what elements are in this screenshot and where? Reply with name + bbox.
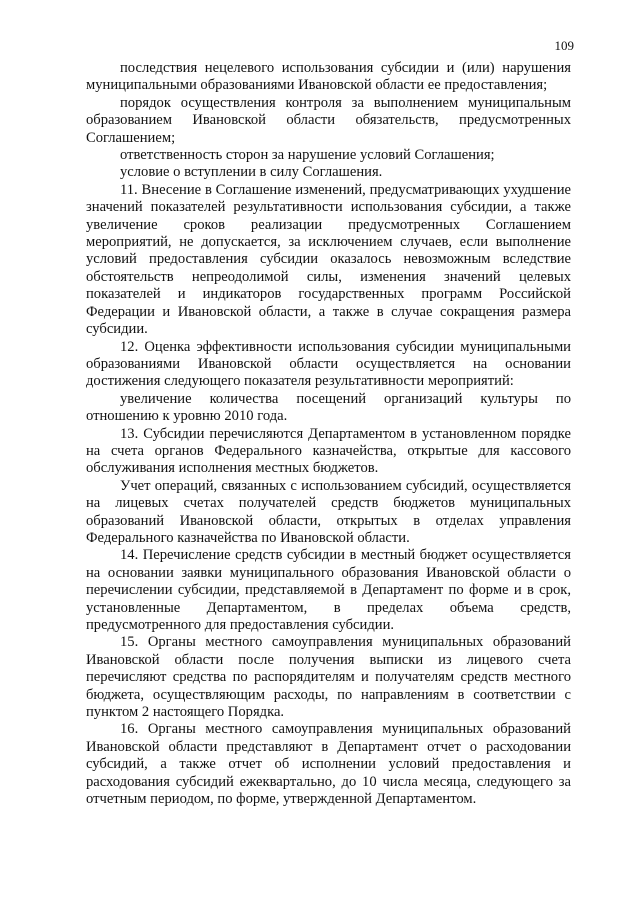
paragraph-11: 11. Внесение в Соглашение изменений, предусматривающих ухудшение значений показателей результативности использования субсидии, а также увеличение сроков реализации предусмотренных Соглашением мероприятий, не допускается, за исключением случаев, если выполнение условий предоставления субсидии оказалось невозможным вследствие обстоятельств непреодолимой силы, изменения значений целевых показателей и индикаторов государственных программ Российской Федерации и Ивановской области, а также в случае сокращения размера субсидии. [86,181,571,338]
paragraph-control-procedure: порядок осуществления контроля за выполнением муниципальным образованием Ивановской области обязательств, предусмотренных Соглашением; [86,94,571,146]
document-body [86,60,571,808]
paragraph-13: 13. Субсидии перечисляются Департаментом в установленном порядке на счета органов Федерального казначейства, открытые для кассового обслуживания исполнения местных бюджетов. [86,425,571,477]
paragraph-12: 12. Оценка эффективности использования субсидии муниципальными образованиями Ивановской области осуществляется на основании достижения следующего показателя результативности мероприятий: [86,338,571,390]
paragraph-13-accounting: Учет операций, связанных с использованием субсидий, осуществляется на лицевых счетах получателей средств бюджетов муниципальных образований Ивановской области, открытых в отделах управления Федерального казначейства по Ивановской области. [86,477,571,546]
paragraph-12-indicator: увеличение количества посещений организаций культуры по отношению к уровню 2010 года. [86,390,571,425]
paragraph-14: 14. Перечисление средств субсидии в местный бюджет осуществляется на основании заявки муниципального образования Ивановской области о перечислении субсидии, представляемой в Департамент по форме и в срок, установленные Департаментом, в пределах объема средств, предусмотренного для предоставления субсидии. [86,547,571,633]
paragraph-consequences: последствия нецелевого использования субсидии и (или) нарушения муниципальными образованиями Ивановской области ее предоставления; [86,60,571,94]
paragraph-16: 16. Органы местного самоуправления муниципальных образований Ивановской области представляют в Департамент отчет о расходовании субсидий, а также отчет об исполнении условий предоставления и расходования субсидий ежеквартально, до 10 числа месяца, следующего за отчетным периодом, по форме, утвержденной Департаментом. [86,721,571,808]
page-number: 109 [554,38,574,53]
paragraph-entry-into-force: условие о вступлении в силу Соглашения. [120,164,383,181]
paragraph-responsibility: ответственность сторон за нарушение условий Соглашения; [120,147,495,164]
paragraph-15: 15. Органы местного самоуправления муниципальных образований Ивановской области после получения выписки из лицевого счета перечисляют средства по распорядителям и получателям средств местного бюджета, осуществляющим расходы, по направлениям в соответствии с пунктом 2 настоящего Порядка. [86,634,571,721]
